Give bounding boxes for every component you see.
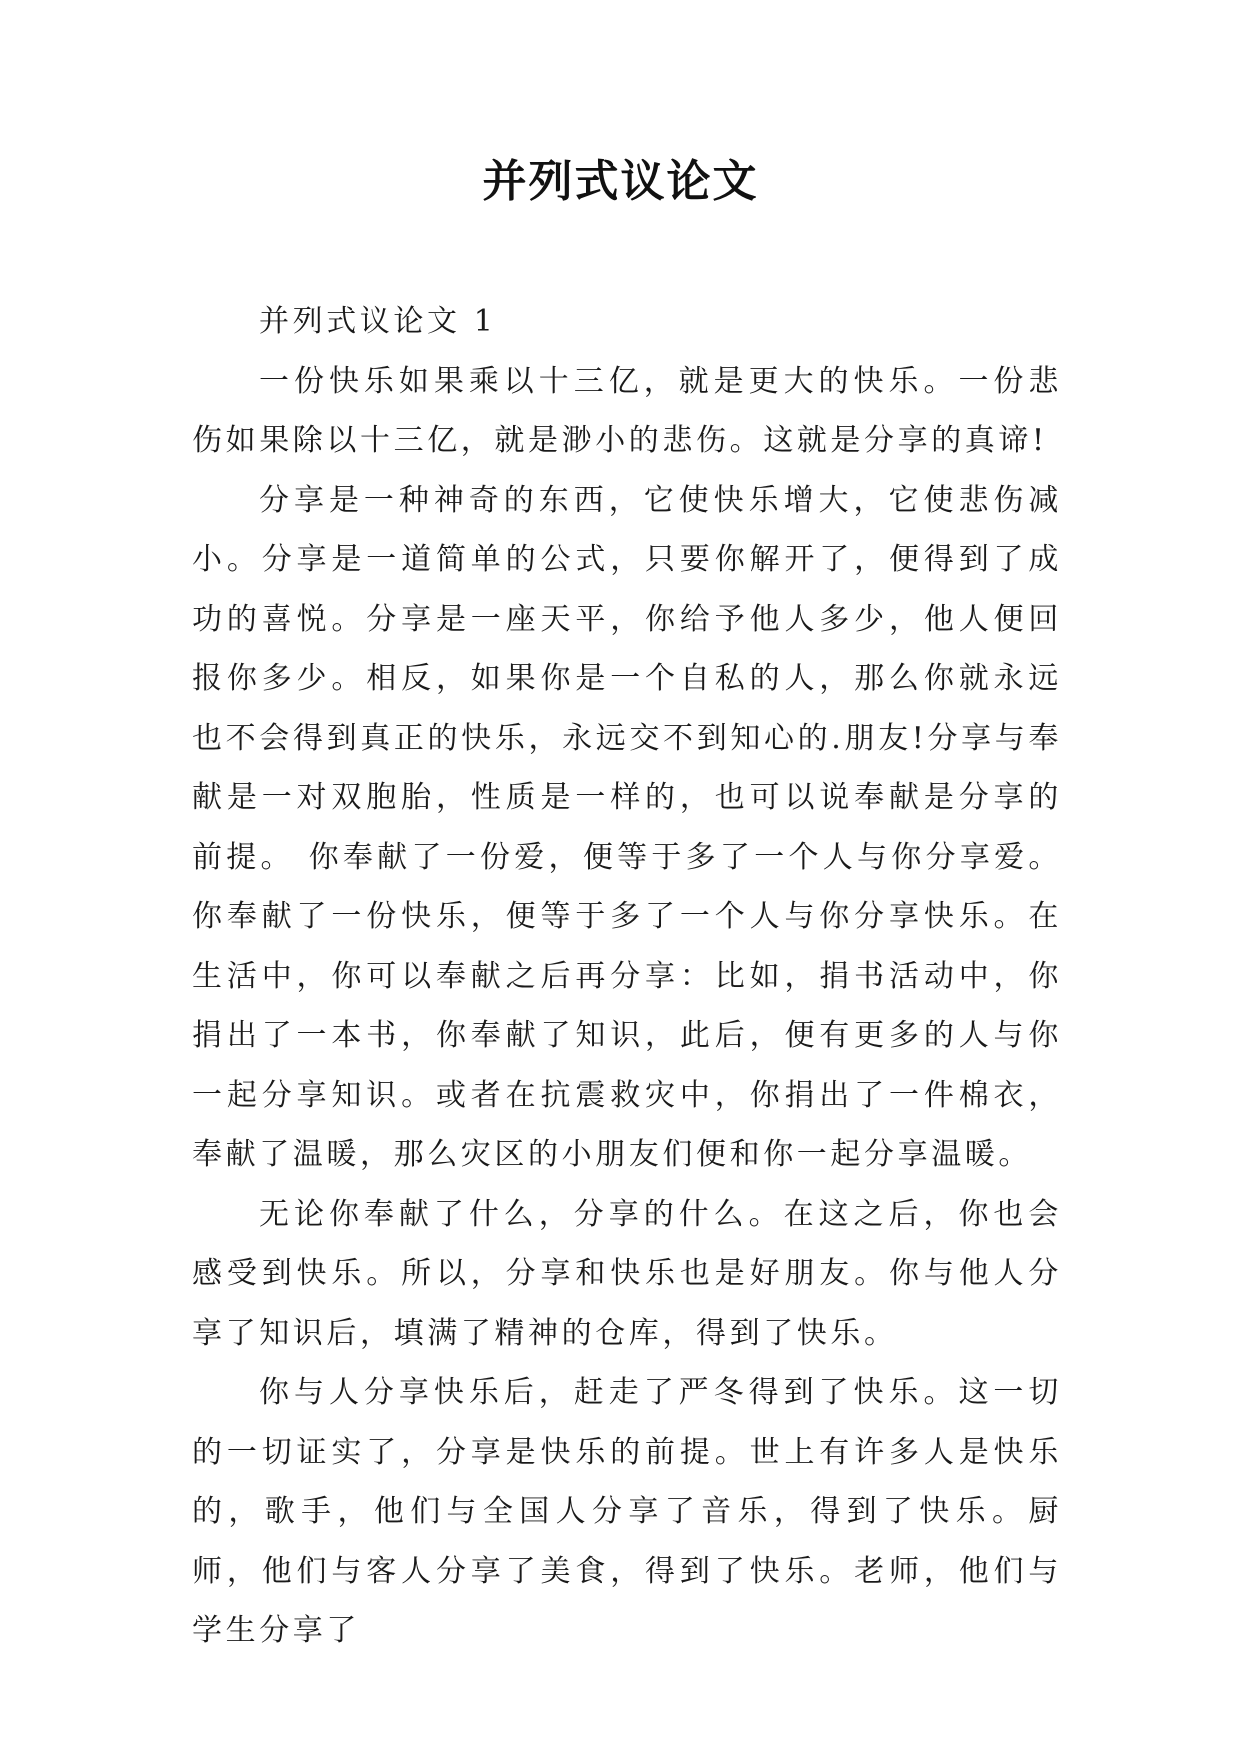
- paragraph-3: 无论你奉献了什么，分享的什么。在这之后，你也会感受到快乐。所以，分享和快乐也是好朋友。你与他人分享了知识后，填满了精神的仓库，得到了快乐。: [192, 1196, 1062, 1351]
- paragraph-2: 分享是一种神奇的东西，它使快乐增大，它使悲伤减小。分享是一道简单的公式，只要你解开了，便得到了成功的喜悦。分享是一座天平，你给予他人多少，他人便回报你多少。相反，如果你是一个自私的人，那么你就永远也不会得到真正的快乐，永远交不到知心的.朋友!分享与奉献是一对双胞胎，性质是一样的，也可以说奉献是分享的前提。 你奉献了一份爱，便等于多了一个人与你分享爱。你奉献了一份快乐，便等于多了一个人与你分享快乐。在生活中，你可以奉献之后再分享：比如，捐书活动中，你捐出了一本书，你奉献了知识，此后，便有更多的人与你一起分享知识。或者在抗震救灾中，你捐出了一件棉衣，奉献了温暖，那么灾区的小朋友们便和你一起分享温暖。: [192, 482, 1062, 1172]
- document-title: 并列式议论文: [482, 156, 759, 207]
- section-label: 并列式议论文 1: [259, 304, 497, 339]
- paragraph-1: 一份快乐如果乘以十三亿，就是更大的快乐。一份悲伤如果除以十三亿，就是渺小的悲伤。这就是分享的真谛!: [192, 363, 1062, 458]
- paragraph-4: 你与人分享快乐后，赶走了严冬得到了快乐。这一切的一切证实了，分享是快乐的前提。世上有许多人是快乐的，歌手，他们与全国人分享了音乐，得到了快乐。厨师，他们与客人分享了美食，得到了快乐。老师，他们与学生分享了: [192, 1375, 1062, 1648]
- document-body: [192, 292, 1062, 1661]
